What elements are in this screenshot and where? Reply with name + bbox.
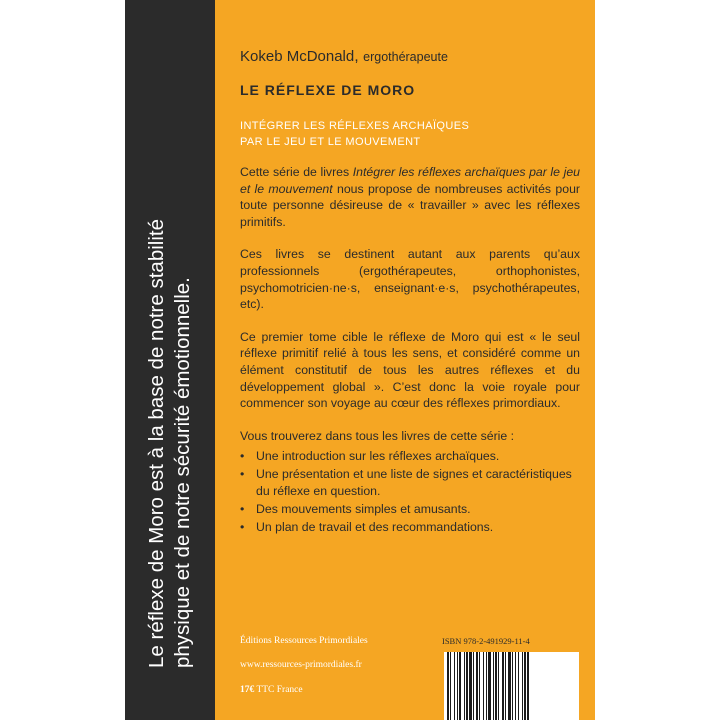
price	[240, 685, 303, 695]
features-list	[240, 448, 580, 535]
bullet-icon: •	[240, 449, 245, 464]
description-body	[240, 164, 580, 537]
price-amount: 17€	[240, 685, 255, 695]
spine-text	[144, 88, 196, 668]
list-item-text: Un plan de travail et des recommandations.	[256, 520, 494, 535]
list-item	[240, 466, 580, 499]
paragraph-moro: Ce premier tome cible le réflexe de Moro qui est « le seul réflexe primitif relié à tous les sens, et considéré comme un élément constitutif de tous les autres réflexes et du développement global ». C’est donc la voie royale pour commencer son voyage au cœur des réflexes primordiaux.	[240, 329, 580, 411]
spine-panel	[125, 0, 215, 720]
spine-line-1: Le réflexe de Moro est à la base de notre stabilité	[145, 219, 168, 668]
paragraph-text: nous propose de nombreuses activités pour toute personne désireuse de « travailler » avec les réflexes primitifs.	[240, 181, 581, 229]
book-back-cover	[125, 0, 595, 720]
author-name: Kokeb McDonald	[240, 48, 355, 65]
paragraph-audience: Ces livres se destinent autant aux parents qu’aux professionnels (ergothérapeutes, orthophonistes, psychomotricien·ne·s, enseignant·e·s, psychothérapeutes, etc).	[240, 247, 580, 312]
barcode-bars	[444, 652, 579, 720]
paragraph-series-intro	[240, 164, 580, 230]
subtitle-line-2: PAR LE JEU ET LE MOUVEMENT	[240, 136, 421, 148]
barcode-image	[444, 652, 579, 720]
list-item-text: Une présentation et une liste de signes et caractéristiques du réflexe en question.	[256, 467, 572, 498]
author-separator: ,	[354, 48, 364, 65]
book-title: LE RÉFLEXE DE MORO	[240, 82, 416, 98]
publisher-website: www.ressources-primordiales.fr	[240, 660, 362, 670]
bullet-icon: •	[240, 502, 245, 517]
spine-line-2: physique et de notre sécurité émotionnelle.	[171, 277, 194, 668]
isbn-label: ISBN 978-2-491929-11-4	[442, 636, 530, 646]
list-item	[240, 448, 580, 465]
subtitle-line-1: INTÉGRER LES RÉFLEXES ARCHAÏQUES	[240, 120, 470, 132]
author-role: ergothérapeute	[363, 50, 448, 64]
list-item-text: Des mouvements simples et amusants.	[256, 502, 471, 517]
paragraph-list-intro: Vous trouverez dans tous les livres de cette série :	[240, 428, 515, 443]
paragraph-text: Cette série de livres	[240, 165, 353, 179]
price-suffix: TTC France	[254, 685, 303, 695]
bullet-icon: •	[240, 467, 245, 482]
book-subtitle	[240, 118, 469, 150]
author-line	[240, 48, 448, 66]
list-item-text: Une introduction sur les réflexes archaïques.	[256, 449, 500, 464]
bullet-icon: •	[240, 520, 245, 535]
list-item	[240, 519, 580, 536]
series-title-italic: Intégrer les réflexes archaïques par le jeu et le mouvement	[240, 165, 580, 196]
publisher-name: Éditions Ressources Primordiales	[240, 636, 368, 646]
list-item	[240, 501, 580, 518]
